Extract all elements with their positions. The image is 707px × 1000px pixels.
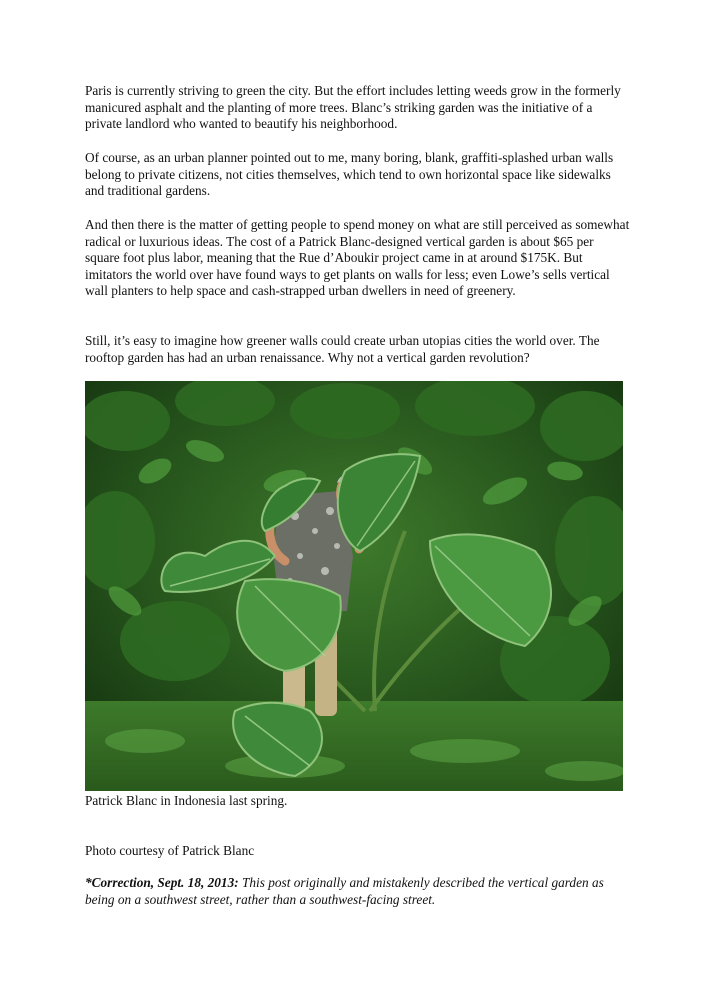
photo-patrick-blanc: [85, 381, 623, 791]
article-paragraph: Still, it’s easy to imagine how greener walls could create urban utopias cities the world over. The rooftop garden has had an urban renaissance. Why not a vertical garden revolution?: [85, 333, 600, 365]
article-paragraph: Paris is currently striving to green the city. But the effort includes letting weeds grow in the formerly manicured asphalt and the planting of more trees. Blanc’s striking garden was the initiative of a private landlord who wanted to beautify his neighborhood.: [85, 83, 621, 132]
correction-text: This post originally and mistakenly described the vertical garden as being on a southwest street, rather than a southwest-facing street.: [85, 875, 604, 907]
correction-note: [85, 875, 630, 908]
article-paragraph: Of course, as an urban planner pointed out to me, many boring, blank, graffiti-splashed urban walls belong to private citizens, not cities themselves, which tend to own horizontal space like sidewalks and traditional gardens.: [85, 150, 614, 199]
photo-caption: Patrick Blanc in Indonesia last spring.: [85, 793, 288, 808]
article-paragraph: And then there is the matter of getting people to spend money on what are still perceived as somewhat radical or luxurious ideas. The cost of a Patrick Blanc-designed vertical garden is about $65 per square foot plus labor, meaning that the Rue d’Aboukir project came in at around $175K. But imitators the world over have found ways to get plants on walls for less; even Lowe’s sells vertical wall planters to help space and cash-strapped urban dwellers in need of greenery.: [85, 217, 630, 299]
jungle-photo-illustration: [85, 381, 623, 791]
photo-credit: Photo courtesy of Patrick Blanc: [85, 843, 255, 858]
correction-label: *Correction, Sept. 18, 2013:: [85, 875, 239, 890]
